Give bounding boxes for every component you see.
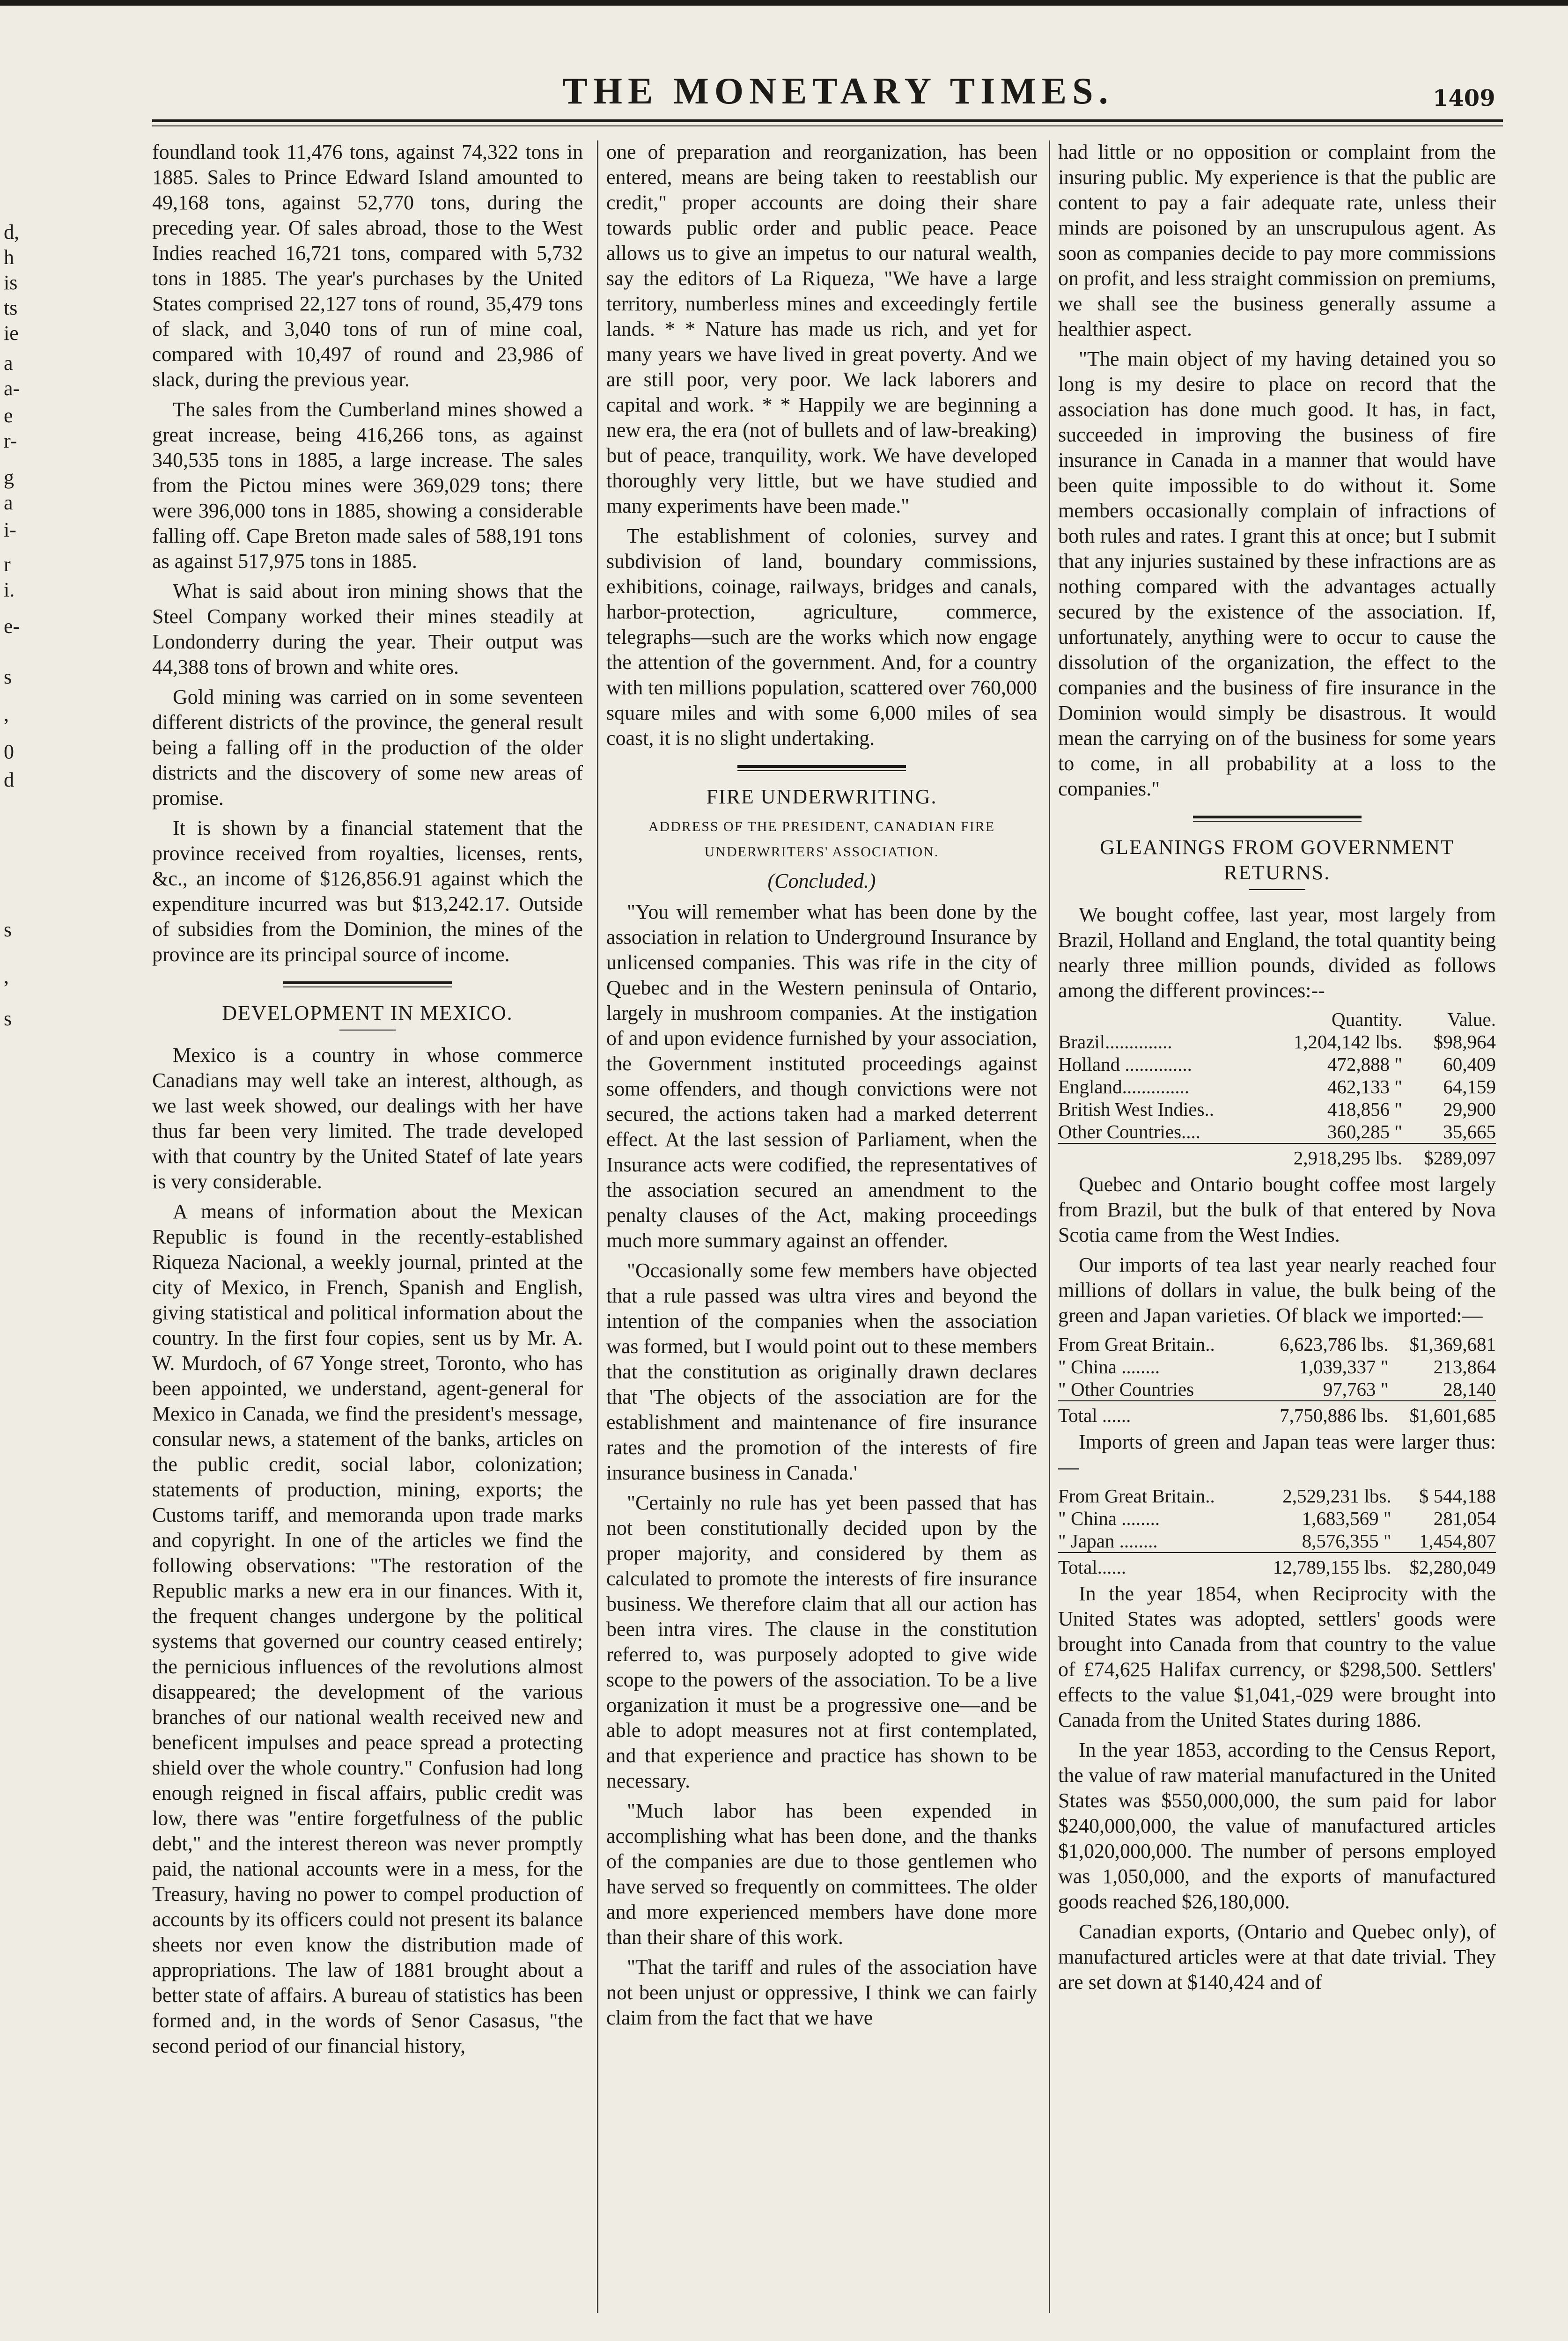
section-heading-fire-underwriting: FIRE UNDERWRITING.: [706, 785, 937, 808]
table-cell: Total......: [1058, 1553, 1248, 1578]
table-cell: 213,864: [1433, 1356, 1496, 1377]
table-cell: " Other Countries: [1058, 1378, 1194, 1400]
table-row: [1058, 1485, 1496, 1507]
heading-underline: [339, 1030, 396, 1031]
column-1: [152, 140, 583, 2063]
table-cell: 1,683,569 ": [1302, 1508, 1391, 1529]
margin-fragment: g: [4, 466, 14, 489]
margin-fragment: a: [4, 491, 13, 514]
table-cell: 1,039,337 ": [1299, 1356, 1389, 1377]
margin-fragment: s: [4, 1007, 12, 1030]
table-cell: From Great Britain..: [1058, 1333, 1215, 1355]
table-cell: 35,665: [1443, 1121, 1496, 1142]
heading-underline: [1249, 889, 1305, 890]
table-cell: From Great Britain..: [1058, 1485, 1215, 1507]
table-cell: $1,369,681: [1409, 1333, 1496, 1355]
section-divider: [283, 981, 452, 987]
column-3: [1058, 140, 1496, 2000]
table-total-row: [1058, 1401, 1496, 1427]
table-cell: Holland ..............: [1058, 1053, 1192, 1075]
section-divider: [737, 765, 906, 771]
margin-fragment: d: [4, 768, 14, 791]
table-cell: " China ........: [1058, 1356, 1160, 1377]
section-heading-mexico: DEVELOPMENT IN MEXICO.: [222, 1001, 513, 1024]
table-row: [1058, 1075, 1496, 1098]
article-paragraph: The establishment of colonies, survey and subdivision of land, boundary commissions, exhibitions, coinage, railways, bridges and canals, harbor-protection, agriculture, commerce, telegraphs—such are the works which now engage the attention of the government. And, for a country with ten millions population, scattered over 760,000 square miles and with some 6,000 miles of sea coast, it is no slight undertaking.: [606, 524, 1037, 750]
table-cell: 1,454,807: [1419, 1530, 1496, 1552]
column-divider: [597, 140, 598, 2313]
article-paragraph: Canadian exports, (Ontario and Quebec only), of manufactured articles were at that date trivial. They are set down at $140,424 and of: [1058, 1920, 1496, 1994]
margin-fragment: s: [4, 665, 12, 688]
table-cell: " China ........: [1058, 1508, 1160, 1529]
table-total-row: [1058, 1143, 1496, 1169]
table-cell: 8,576,355 ": [1302, 1530, 1391, 1552]
table-cell: 12,789,155 lbs.: [1248, 1553, 1391, 1578]
table-cell: 281,054: [1433, 1508, 1496, 1529]
article-paragraph: had little or no opposition or complaint from the insuring public. My experience is that the public are content to pay a fair adequate rate, unless their minds are poisoned by an unscrupulous agent. As soon as companies decide to pay more commissions on profit, and less straight commission on premiums, we shall see the business generally assume a healthier aspect.: [1058, 140, 1496, 340]
article-paragraph: The sales from the Cumberland mines showed a great increase, being 416,266 tons, as against 340,535 tons in 1885, a large increase. The sales from the Pictou mines were 369,029 tons; there were 396,000 tons in 1885, showing a considerable falling off. Cape Breton made sales of 588,191 tons as against 517,975 tons in 1885.: [152, 398, 583, 573]
margin-fragment: ,: [4, 703, 9, 726]
margin-fragment: i-: [4, 518, 16, 541]
table-cell: 2,918,295 lbs.: [1261, 1143, 1402, 1169]
article-paragraph: foundland took 11,476 tons, against 74,322 tons in 1885. Sales to Prince Edward Island amounted to 49,168 tons, against 52,770 tons, during the preceding year. Of sales abroad, those to the West Indies reached 16,721 tons, compared with 5,732 tons in 1885. The year's purchases by the United States comprised 22,127 tons of round, 35,479 tons of slack, and 3,040 tons of run of mine coal, compared with 10,497 of round and 23,986 of slack, during the previous year.: [152, 140, 583, 391]
margin-fragment: 0: [4, 740, 14, 763]
table-cell: 64,159: [1443, 1076, 1496, 1097]
page-number: 1409: [1433, 85, 1495, 111]
black-tea-imports-table: [1058, 1333, 1496, 1427]
article-paragraph: Quebec and Ontario bought coffee most largely from Brazil, but the bulk of that entered by Nova Scotia came from the West Indies.: [1058, 1173, 1496, 1246]
coffee-imports-table: [1058, 1008, 1496, 1169]
table-row: [1058, 1031, 1496, 1053]
margin-fragment: i.: [4, 578, 15, 601]
article-paragraph: In the year 1854, when Reciprocity with the United States was adopted, settlers' goods were brought into Canada from that country to the value of £74,625 Halifax currency, or $298,500. Settlers' effects to the value $1,041,-029 were brought into Canada from the United States during 1886.: [1058, 1582, 1496, 1731]
top-border-rule: [0, 0, 1568, 6]
table-row: [1058, 1355, 1496, 1378]
article-paragraph: "The main object of my having detained you so long is my desire to place on record that the association has done much good. It has, in fact, succeeded in improving the business of fire insurance in Canada in a manner that would have been quite impossible to do without it. Some members occasionally complain of infractions of both rules and rates. I grant this at once; but I submit that any injuries sustained by these infractions are as nothing compared with the advantages actually secured by the existence of the association. If, unfortunately, anything were to occur to cause the dissolution of the organization, the effect to the companies and the business of fire insurance in the Dominion would simply be disastrous. It would mean the carrying on of the business for some years to come, in all probability at a loss to the companies.": [1058, 347, 1496, 800]
concluded-note: (Concluded.): [767, 869, 876, 892]
article-paragraph: What is said about iron mining shows that the Steel Company worked their mines steadily at Londonderry during the year. Their output was 44,388 tons of brown and white ores.: [152, 580, 583, 678]
margin-fragment: r: [4, 553, 11, 576]
section-subheading: ADDRESS OF THE PRESIDENT, CANADIAN FIRE UNDERWRITERS' ASSOCIATION.: [648, 819, 995, 860]
table-cell: 60,409: [1443, 1053, 1496, 1075]
table-cell: 462,133 ": [1327, 1076, 1403, 1097]
table-cell: 472,888 ": [1327, 1053, 1403, 1075]
green-tea-imports-table: [1058, 1485, 1496, 1578]
article-paragraph: Imports of green and Japan teas were larger thus:—: [1058, 1430, 1496, 1479]
margin-fragment: e-: [4, 615, 20, 638]
section-heading-gleanings: GLEANINGS FROM GOVERNMENT RETURNS.: [1100, 836, 1454, 884]
table-cell: 6,623,786 lbs.: [1280, 1333, 1389, 1355]
article-paragraph: "That the tariff and rules of the association have not been unjust or oppressive, I think we can fairly claim from the fact that we have: [606, 1956, 1037, 2029]
margin-fragment: d,: [4, 221, 19, 243]
margin-fragment: e: [4, 404, 13, 427]
table-cell: 1,204,142 lbs.: [1293, 1031, 1403, 1053]
table-cell: 28,140: [1443, 1378, 1496, 1400]
table-cell: 7,750,886 lbs.: [1253, 1401, 1388, 1427]
masthead-rule-thin: [152, 125, 1503, 126]
table-row: [1058, 1053, 1496, 1075]
table-cell: $1,601,685: [1388, 1401, 1496, 1427]
article-paragraph: Mexico is a country in whose commerce Canadians may well take an interest, although, as we last week showed, our dealings with her have thus far been very limited. The trade developed with that country by the United Statef of late years is very considerable.: [152, 1044, 583, 1193]
table-cell: $98,964: [1433, 1031, 1496, 1053]
table-row: [1058, 1530, 1496, 1553]
article-paragraph: It is shown by a financial statement that the province received from royalties, licenses, rents, &c., an income of $126,856.91 against which the expenditure incurred was but $13,242.17. Outside of subsidies from the Dominion, the mines of the province are its principal source of income.: [152, 817, 583, 966]
column-2: [606, 140, 1037, 2035]
table-header-row: [1058, 1008, 1496, 1031]
table-cell: British West Indies..: [1058, 1098, 1215, 1120]
table-cell: $ 544,188: [1419, 1485, 1496, 1507]
article-paragraph: We bought coffee, last year, most largely from Brazil, Holland and England, the total quantity being nearly three million pounds, divided as follows among the different provinces:--: [1058, 903, 1496, 1002]
table-cell: Brazil..............: [1058, 1031, 1172, 1053]
section-divider: [1193, 816, 1362, 822]
margin-fragment: ,: [4, 965, 9, 988]
table-cell: [1058, 1143, 1261, 1169]
article-paragraph: "You will remember what has been done by the association in relation to Underground Insurance by unlicensed companies. This was rife in the city of Quebec and in the Western peninsula of Ontario, largely in mushroom companies. At the instigation of and upon evidence furnished by your association, the Government instituted proceedings against some offenders, and though convictions were not secured, the actions taken had a marked deterrent effect. At the last session of Parliament, when the Insurance acts were codified, the representatives of the association secured an amendment to the penalty clauses of the Act, making proceedings much more summary against an offender.: [606, 900, 1037, 1252]
margin-fragment: ie: [4, 322, 19, 345]
table-cell: Other Countries....: [1058, 1121, 1201, 1142]
article-paragraph: "Certainly no rule has yet been passed that has not been constitutionally decided upon by the proper majority, and considered by them as calculated to promote the interests of fire insurance business. We therefore claim that all our action has been intra vires. The clause in the constitution referred to, was purposely adopted to give wide scope to the powers of the association. To be a live organization it must be a progressive one—and be able to adopt measures not at first contemplated, and that experience and practice has shown to be necessary.: [606, 1491, 1037, 1792]
table-total-row: [1058, 1553, 1496, 1578]
article-paragraph: Gold mining was carried on in some seventeen different districts of the province, the general result being a falling off in the production of the older districts and the discovery of some new areas of promise.: [152, 685, 583, 810]
table-header-cell: Quantity.: [1332, 1009, 1403, 1030]
article-paragraph: Our imports of tea last year nearly reached four millions of dollars in value, the bulk being of the green and Japan varieties. Of black we imported:—: [1058, 1253, 1496, 1327]
table-row: [1058, 1333, 1496, 1355]
table-row: [1058, 1507, 1496, 1530]
margin-fragment: h: [4, 246, 14, 269]
table-row: [1058, 1120, 1496, 1143]
masthead-title: THE MONETARY TIMES.: [562, 71, 1114, 112]
table-header-cell: [1058, 1008, 1261, 1031]
margin-fragment: a: [4, 352, 13, 375]
table-cell: 360,285 ": [1327, 1121, 1403, 1142]
margin-fragment: is: [4, 271, 18, 294]
table-row: [1058, 1098, 1496, 1120]
masthead-rule: [152, 119, 1503, 122]
table-cell: 418,856 ": [1327, 1098, 1403, 1120]
margin-fragment: r-: [4, 429, 17, 452]
table-header-cell: Value.: [1447, 1009, 1496, 1030]
table-cell: Total ......: [1058, 1401, 1253, 1427]
table-cell: England..............: [1058, 1076, 1190, 1097]
margin-fragment: s: [4, 918, 12, 941]
table-cell: " Japan ........: [1058, 1530, 1158, 1552]
column-divider: [1049, 140, 1050, 2313]
article-paragraph: one of preparation and reorganization, has been entered, means are being taken to reestablish our credit," proper accounts are doing their share towards public order and public peace. Peace allows us to give an impetus to our natural wealth, say the editors of La Riqueza, "We have a large territory, numberless mines and exceedingly fertile lands. * * Nature has made us rich, and yet for many years we have lived in great poverty. And we are still poor, very poor. We lack laborers and capital and work. * * Happily we are beginning a new era, the era (not of bullets and of law-breaking) but of peace, tranquility, work. We have developed thoroughly very little, but we have studied and many experiments have been made.": [606, 140, 1037, 517]
table-cell: 29,900: [1443, 1098, 1496, 1120]
article-paragraph: A means of information about the Mexican Republic is found in the recently-established Riqueza Nacional, a weekly journal, printed at the city of Mexico, in French, Spanish and English, giving statistical and political information about the country. In the first four copies, sent us by Mr. A. W. Murdoch, of 67 Yonge street, Toronto, who has been appointed, we understand, agent-general for Mexico in Canada, we find the president's message, consular news, a statement of the banks, articles on the public credit, social labor, colonization; statements of production, mining, exports; the Customs tariff, and memoranda upon trade marks and copyright. In one of the articles we find the following observations: "The restoration of the Republic marks a new era in our finances. With it, the frequent changes undergone by the political systems that governed our country ceased entirely; the pernicious influences of the revolutions almost disappeared; the development of the various branches of our national wealth received new and beneficent impulses and peace spread a protecting shield over the whole country." Confusion had long enough reigned in fiscal affairs, public credit was low, there was "entire forgetfulness of the public debt," and the interest thereon was never promptly paid, the national accounts were in a mess, for the Treasury, having no power to compel production of accounts by its officers could not present its balance sheets nor even know the distribution made of appropriations. The law of 1881 brought about a better state of affairs. A bureau of statistics has been formed and, in the words of Senor Casasus, "the second period of our financial history,: [152, 1200, 583, 2057]
article-paragraph: "Occasionally some few members have objected that a rule passed was ultra vires and beyond the intention of the companies when the association was formed, but I would point out to these members that the constitution as originally drawn declares that 'The objects of the association are for the establishment and maintenance of fire insurance rates and the promotion of the interests of fire insurance business in Canada.': [606, 1259, 1037, 1484]
table-cell: 97,763 ": [1323, 1378, 1389, 1400]
margin-fragment: a-: [4, 377, 20, 400]
table-cell: $2,280,049: [1391, 1553, 1496, 1578]
table-row: [1058, 1378, 1496, 1401]
margin-fragment: ts: [4, 296, 18, 319]
table-cell: 2,529,231 lbs.: [1282, 1485, 1391, 1507]
article-paragraph: In the year 1853, according to the Census Report, the value of raw material manufactured in the United States was $550,000,000, the sum paid for labor $240,000,000, the value of manufactured articles $1,020,000,000. The number of persons employed was 1,050,000, and the exports of manufactured goods reached $26,180,000.: [1058, 1738, 1496, 1913]
article-paragraph: "Much labor has been expended in accomplishing what has been done, and the thanks of the companies are due to those gentlemen who have served so frequently on committees. The older and more experienced members have done more than their share of this work.: [606, 1799, 1037, 1949]
table-cell: $289,097: [1402, 1143, 1496, 1169]
